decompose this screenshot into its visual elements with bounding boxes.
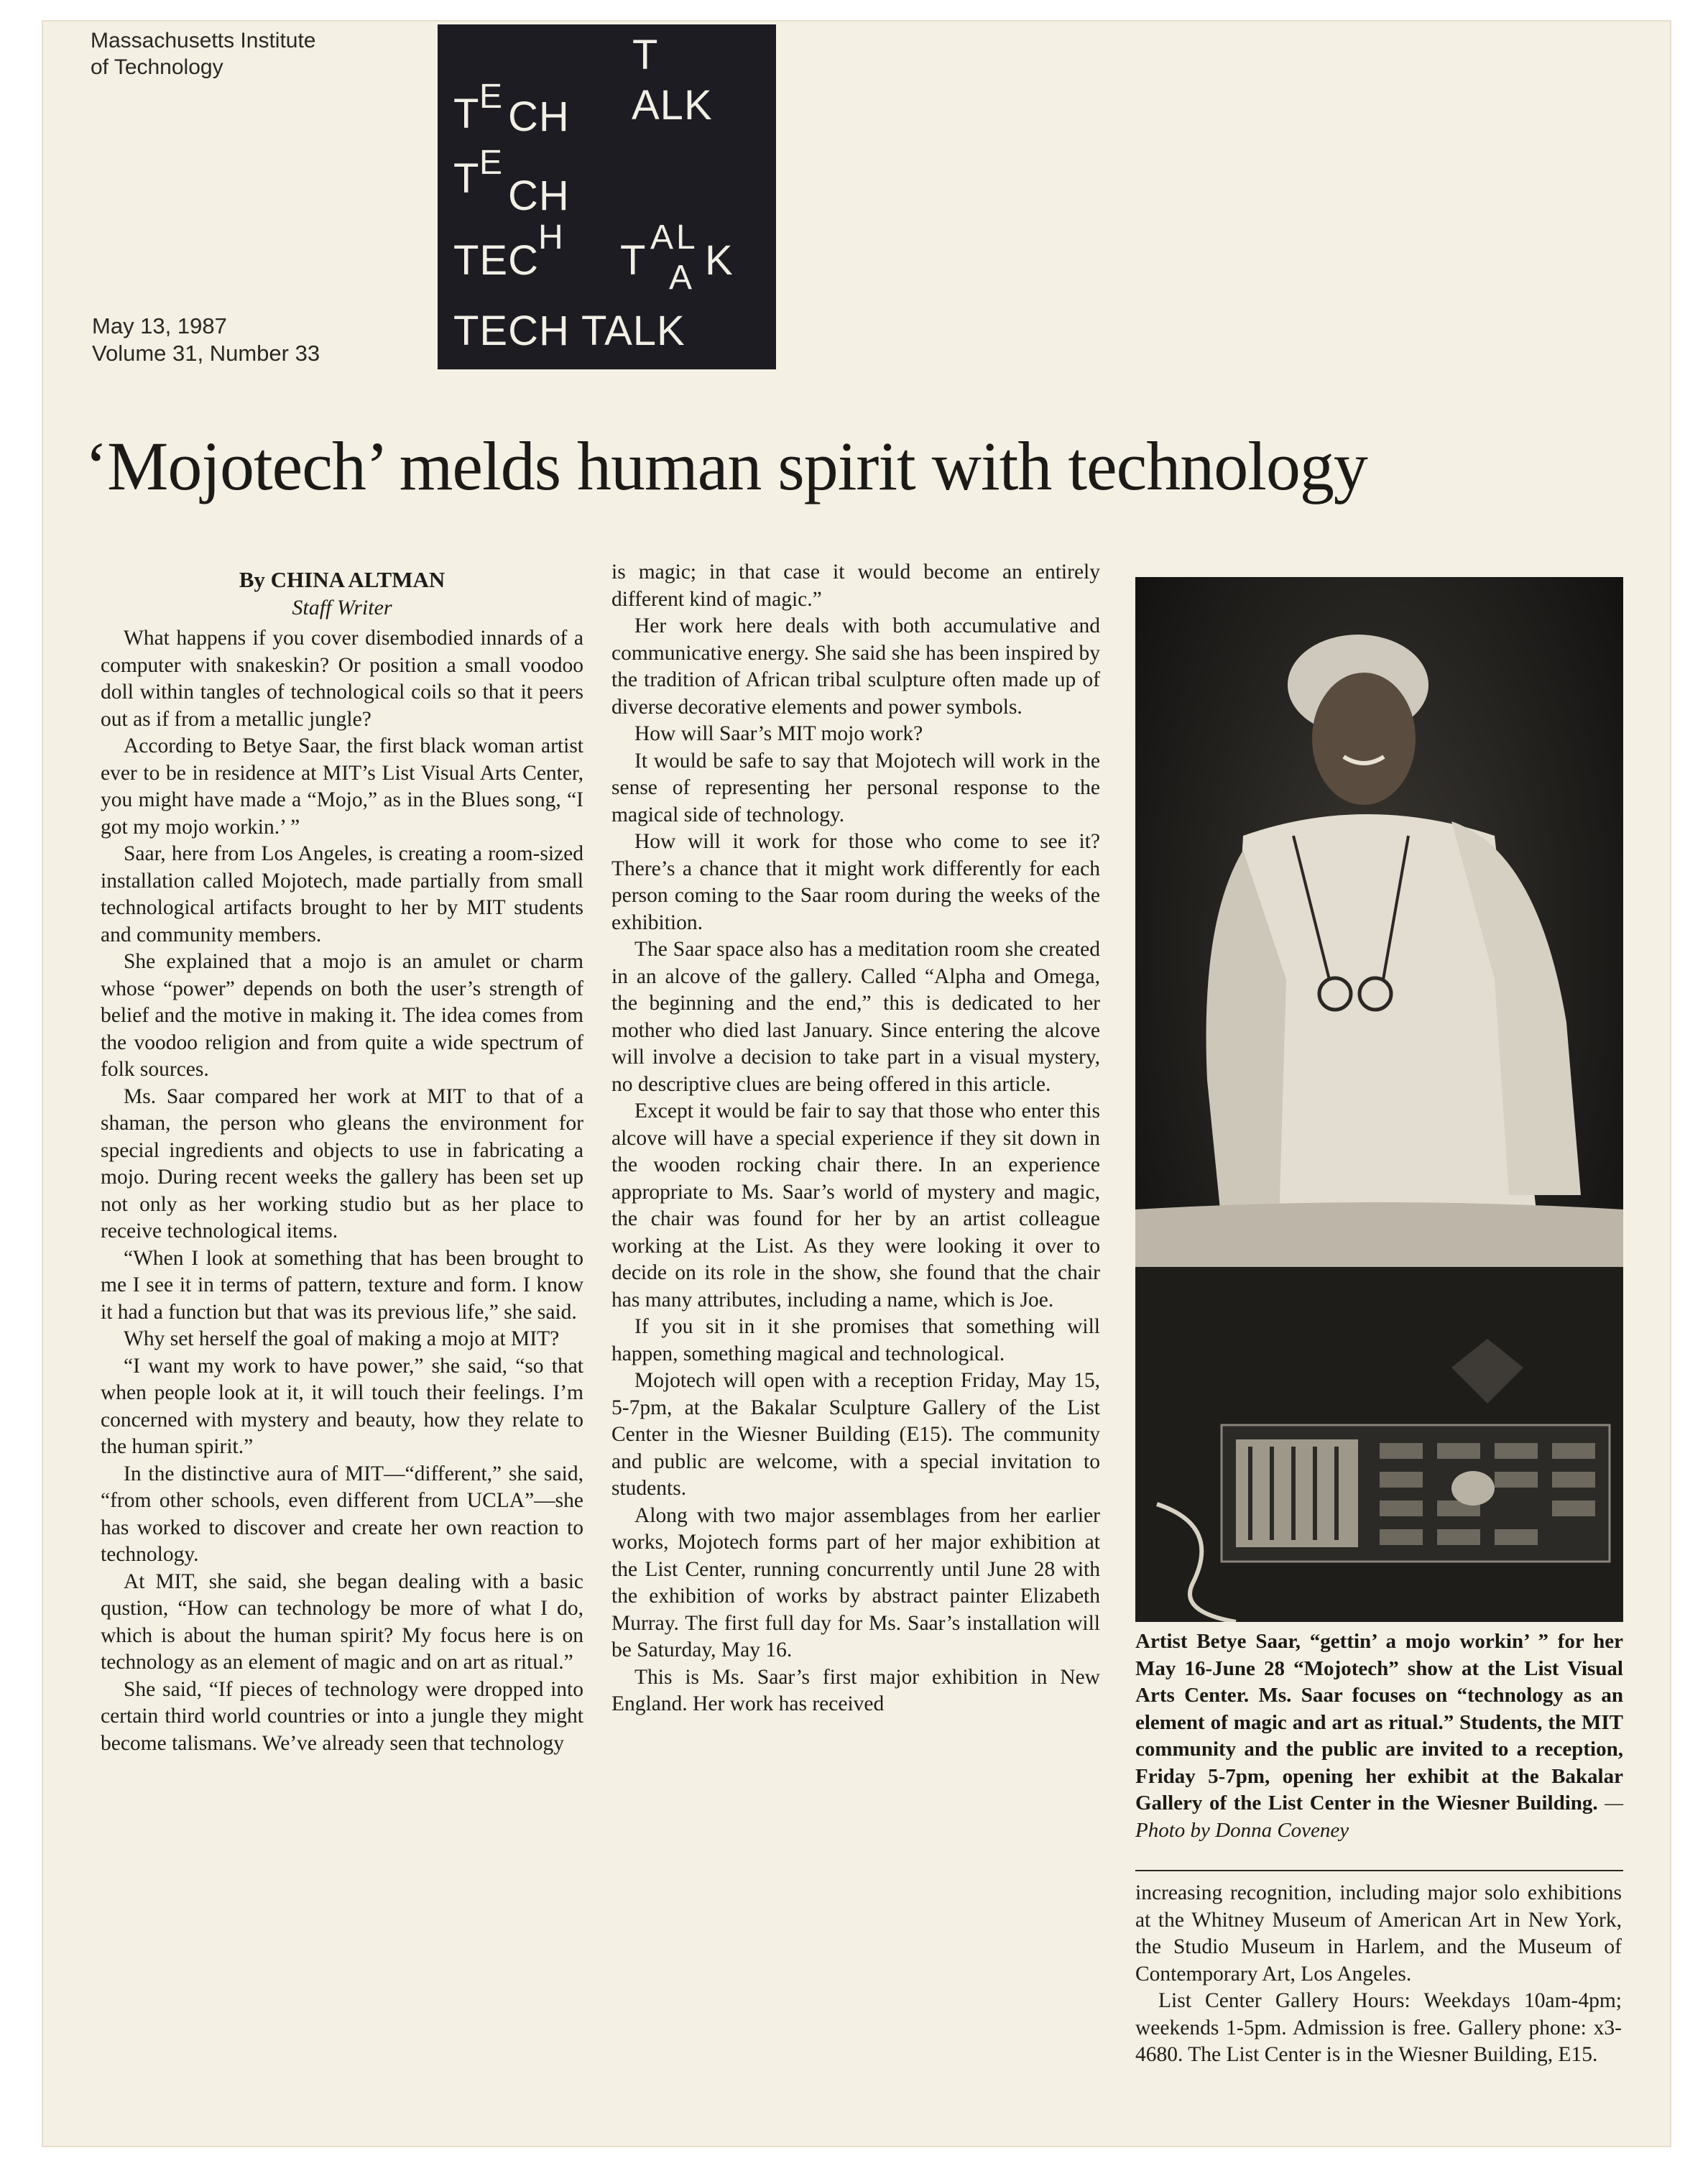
paragraph: She said, “If pieces of technology were dropped into certain third world countries or into a jungle they might become talismans. We’ve already seen that technology <box>101 1677 583 1755</box>
paragraph: According to Betye Saar, the first black woman artist ever to be in residence at MIT’s List Visual Arts Center, you might have made a “Mojo,” as in the Blues song, “I got my mojo workin.’ ” <box>101 734 583 839</box>
logo-letter: CH <box>508 93 570 140</box>
board-component <box>1236 1439 1358 1547</box>
artist-photo <box>1135 577 1623 1622</box>
board-charm <box>1451 1471 1495 1506</box>
publisher-line-1: Massachusetts Institute <box>91 29 316 52</box>
logo-letter: T <box>620 237 647 284</box>
byline-title: Staff Writer <box>292 596 392 619</box>
paragraph: “When I look at something that has been brought to me I see it in terms of pattern, texture and form. I know it had a function but that was its previous life,” she said. <box>101 1246 583 1324</box>
logo-letter: T <box>453 91 480 137</box>
logo-letter: E <box>479 144 504 182</box>
paragraph: If you sit in it she promises that something will happen, something magical and technological. <box>611 1315 1100 1365</box>
photo-caption <box>1135 1628 1623 1844</box>
paragraph: Why set herself the goal of making a mojo at MIT? <box>124 1327 560 1350</box>
paragraph: She explained that a mojo is an amulet or charm whose “power” depends on both the user’s strength of belief and the motive in making it. The idea comes from the voodoo religion and from quite a wide spectrum of folk sources. <box>101 950 583 1081</box>
publisher-name <box>91 27 464 80</box>
headline: ‘Mojotech’ melds human spirit with technology <box>85 428 1367 504</box>
logo-letter: T <box>453 155 480 202</box>
paragraph: Saar, here from Los Angeles, is creating a room-sized installation called Mojotech, made partially from small technological artifacts brought to her by MIT students and community members. <box>101 842 583 946</box>
paragraph: Except it would be fair to say that those who enter this alcove will have a special experience if they sit down in the wooden rocking chair there. In an experience appropriate to Ms. Saar’s world of mystery and magic, the chair was found for her by an artist colleague working at the List. As they were looking it over to decide on its role in the show, she found that the chair has many attributes, including a name, which is Joe. <box>611 1099 1100 1311</box>
logo-letter: L <box>676 218 696 257</box>
face-shape <box>1312 673 1416 805</box>
logo-tech-talk: TECH TALK <box>453 308 685 354</box>
logo-letter: ALK <box>632 82 713 129</box>
paragraph: How will Saar’s MIT mojo work? <box>634 722 923 745</box>
paragraph: It would be safe to say that Mojotech will work in the sense of representing her personal response to the magical side of technology. <box>611 749 1100 826</box>
logo-letter: T <box>632 32 659 78</box>
issue-date: May 13, 1987 <box>92 313 227 338</box>
article-column-1 <box>101 566 583 1757</box>
paragraph: At MIT, she said, she began dealing with a basic qustion, “How can technology be more of what I do, which is about the human spirit? My focus here is on technology as an element of magic and on art as ritual.” <box>101 1569 583 1674</box>
paragraph: The Saar space also has a meditation room she created in an alcove of the gallery. Called “Alpha and Omega, the beginning and the end,” this is dedicated to her mother who died last January. Since entering the alcove will involve a decision to take part in a visual mystery, no descriptive clues are being offered in this article. <box>611 938 1100 1096</box>
publisher-line-2: of Technology <box>91 55 223 79</box>
paragraph: “I want my work to have power,” she said, “so that when people look at it, it will touch their feelings. I’m concerned with mystery and beauty, how they relate to the human spirit.” <box>101 1354 583 1458</box>
logo-letter: TEC <box>453 237 539 284</box>
photo-illustration <box>1135 577 1623 1622</box>
paragraph: Her work here deals with both accumulative and communicative energy. She said she has been inspired by the tradition of African tribal sculpture often made up of diverse decorative elements and power symbols. <box>611 614 1100 719</box>
paragraph: This is Ms. Saar’s first major exhibition in New England. Her work has received <box>611 1665 1100 1715</box>
caption-divider <box>1135 1870 1623 1871</box>
paragraph: How will it work for those who come to see it? There’s a chance that it might work differently for each person coming to the Saar room during the weeks of the exhibition. <box>611 830 1100 934</box>
logo-letter: A <box>669 259 693 297</box>
paragraph: Mojotech will open with a reception Friday, May 15, 5-7pm, at the Bakalar Sculpture Gallery of the List Center in the Wiesner Building (E15). The community and public are welcome, with a special invitation to students. <box>611 1369 1100 1500</box>
issue-info <box>92 313 466 367</box>
logo-letter: A <box>650 218 675 257</box>
photo-credit: —Photo by Donna Coveney <box>1135 1792 1624 1842</box>
paragraph: is magic; in that case it would become an entirely different kind of magic.” <box>611 561 1100 611</box>
paragraph: increasing recognition, including major solo exhibitions at the Whitney Museum of American Art in New York, the Studio Museum in Harlem, and the Museum of Contemporary Art, Los Angeles. <box>1135 1881 1622 1986</box>
logo-letter: K <box>705 237 734 284</box>
logo-letter: E <box>479 78 504 116</box>
paragraph: In the distinctive aura of MIT—“different,” she said, “from other schools, even different from UCLA”—she has worked to discover and create her own reaction to technology. <box>101 1462 583 1566</box>
article-column-2 <box>611 559 1100 1718</box>
paragraph: Ms. Saar compared her work at MIT to that of a shaman, the person who gleans the environment for special ingredients and objects to use in fabricating a mojo. During recent weeks the gallery has been set up not only as her working studio but as her place to receive technological items. <box>101 1084 583 1243</box>
paragraph: Along with two major assemblages from her earlier works, Mojotech forms part of her major exhibition at the List Center, running concurrently until June 28 with the exhibition of works by abstract painter Elizabeth Murray. The first full day for Ms. Saar’s installation will be Saturday, May 16. <box>611 1503 1100 1661</box>
logo-letter: CH <box>508 172 570 219</box>
caption-text: Artist Betye Saar, “gettin’ a mojo workin’ ” for her May 16-June 28 “Mojotech” show at the List Visual Arts Center. Ms. Saar focuses on “technology as an element of magic and art as ritual.” Students, the MIT community and the public are invited to a reception, Friday 5-7pm, opening her exhibit at the Bakalar Gallery of the List Center in the Wiesner Building. <box>1135 1630 1623 1815</box>
paragraph: What happens if you cover disembodied innards of a computer with snakeskin? Or position a small voodoo doll within tangles of technological coils so that it peers out as if from a metallic jungle? <box>101 627 583 731</box>
issue-volume: Volume 31, Number 33 <box>92 341 320 366</box>
paragraph: List Center Gallery Hours: Weekdays 10am-4pm; weekends 1-5pm. Admission is free. Gallery phone: x3-4680. The List Center is in the Wiesner Building, E15. <box>1135 1989 1622 2066</box>
logo-letter: H <box>538 218 564 257</box>
byline-author: By CHINA ALTMAN <box>239 567 446 592</box>
newspaper-page <box>42 20 1671 2147</box>
article-column-3 <box>1135 1880 1622 2069</box>
tech-talk-logo <box>438 24 776 369</box>
